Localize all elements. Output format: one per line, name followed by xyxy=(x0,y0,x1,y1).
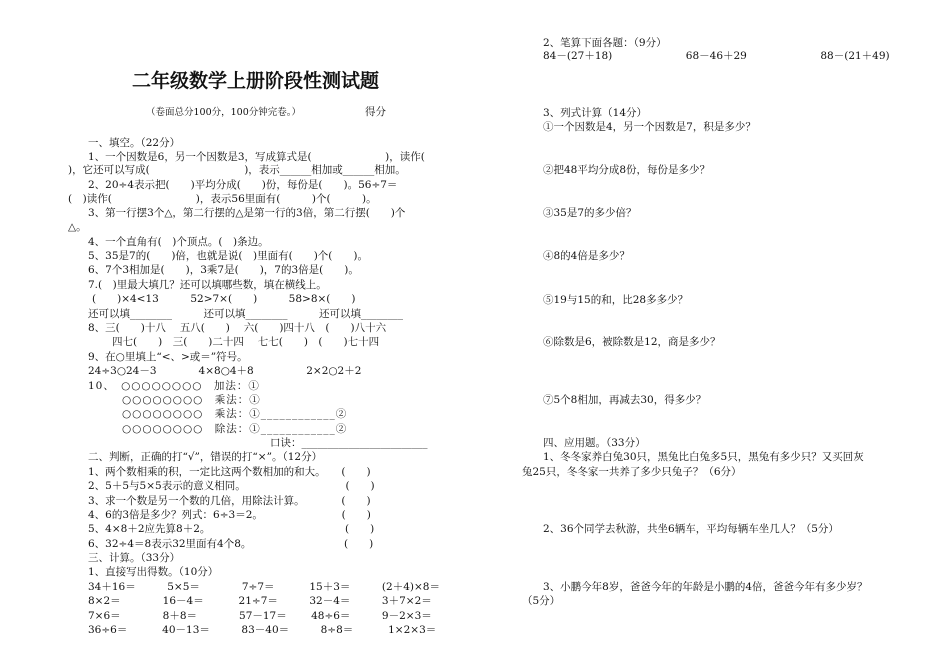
score-label: 得分 xyxy=(365,106,386,118)
q1-line1: 1、一个因数是6，另一个因数是3，写成算式是( )，读作( xyxy=(88,151,425,163)
q2-line2: ( )读作( )，表示56里面有( )个( )。 xyxy=(68,193,377,205)
formula-q6: ⑥除数是6，被除数是12，商是多少？ xyxy=(543,336,721,348)
judge-4: 4、6的3倍是多少？列式：6÷3＝2。 ( ) xyxy=(88,509,371,521)
calc-row2: 8×2＝ 16－4＝ 21÷7＝ 32－4＝ 3＋7×2＝ xyxy=(88,595,432,607)
section-judge-heading: 二、判断，正确的打“√”，错误的打“×”。（12分） xyxy=(88,451,323,463)
q7-more-options: 还可以填________ 还可以填________ 还可以填________ xyxy=(88,308,403,320)
calc-row1: 34＋16＝ 5×5＝ 7÷7＝ 15＋3＝ (2＋4)×8＝ xyxy=(88,581,440,593)
q8-line2: 四七( ) 三( )二十四 七七( ) ( )七十四 xyxy=(112,336,380,348)
q3-line2: △。 xyxy=(68,221,87,233)
calc-row3: 7×6＝ 8＋8＝ 57－17＝ 48÷6＝ 9－2×3＝ xyxy=(88,610,432,622)
judge-1: 1、两个数相乘的积，一定比这两个数相加的和大。 ( ) xyxy=(88,466,371,478)
q7: 7.( )里最大填几？还可以填哪些数，填在横线上。 xyxy=(88,279,327,291)
word-q2: 2、36个同学去秋游，共坐6辆车，平均每辆车坐几人？（5分） xyxy=(543,523,839,535)
word-q3-line1: 3、小鹏今年8岁，爸爸今年的年龄是小鹏的4倍，爸爸今年有多少岁？ xyxy=(543,581,868,593)
q9: 9、在○里填上“<、>或＝”符号。 xyxy=(88,351,248,363)
section-word-problems-heading: 四、应用题。（33分） xyxy=(543,437,646,449)
q5: 5、35是7的( )倍，也就是说( )里面有( )个( )。 xyxy=(88,250,368,262)
q7-inequalities: ( )×4<13 52>7×( ) 58>8×( ) xyxy=(92,293,356,305)
judge-3: 3、求一个数是另一个数的几倍，用除法计算。 ( ) xyxy=(88,495,371,507)
q3-line1: 3、第一行摆3个△，第二行摆的△是第一行的3倍，第二行摆( )个 xyxy=(88,207,406,219)
written-calc-problems: 84－(27＋18) 68－46＋29 88－(21＋49) xyxy=(543,50,890,62)
word-q1-line2: 兔25只，冬冬家一共养了多少只兔子？（6分） xyxy=(522,466,742,478)
word-q1-line1: 1、冬冬家养白兔30只，黑兔比白兔多5只，黑兔有多少只？又买回灰 xyxy=(543,451,864,463)
section-calc-heading: 三、计算。（33分） xyxy=(88,552,181,564)
formula-q3: ③35是7的多少倍？ xyxy=(543,207,637,219)
calc-row4: 36÷6＝ 40－13＝ 83－40＝ 8÷8＝ 1×2×3＝ xyxy=(88,624,437,636)
subtitle: （卷面总分100分，100分钟完卷。） xyxy=(146,107,302,118)
written-calc-heading: 2、笔算下面各题：（9分） xyxy=(543,37,667,49)
q6: 6、7个3相加是( )，3乘7是( )，7的3倍是( )。 xyxy=(88,264,359,276)
q10-row4: ○○○○○○○○ 除法：①____________② xyxy=(122,423,348,435)
formula-q2: ②把48平均分成8份，每份是多少？ xyxy=(543,164,711,176)
q9-comparisons: 24÷3○24－3 4×8○4＋8 2×2○2＋2 xyxy=(88,365,362,377)
q10-row2: ○○○○○○○○ 乘法：① xyxy=(122,394,261,406)
formula-q4: ④8的4倍是多少？ xyxy=(543,250,630,262)
formula-calc-heading: 3、列式计算（14分） xyxy=(543,107,648,119)
page-title: 二年级数学上册阶段性测试题 xyxy=(132,70,380,92)
calc-direct-heading: 1、直接写出得数。（10分） xyxy=(88,566,219,578)
judge-5: 5、4×8＋2应先算8＋2。 ( ) xyxy=(88,523,375,535)
judge-2: 2、5＋5与5×5表示的意义相同。 ( ) xyxy=(88,480,375,492)
formula-q7: ⑦5个8相加，再减去30，得多少？ xyxy=(543,394,707,406)
q1-line2: )，它还可以写成( )，表示______相加或______相加。 xyxy=(68,164,406,176)
q4: 4、一个直角有( )个顶点。( )条边。 xyxy=(88,236,269,248)
formula-q1: ①一个因数是4，另一个因数是7，积是多少？ xyxy=(543,121,756,133)
judge-6: 6、32÷4＝8表示32里面有4个8。 ( ) xyxy=(88,538,374,550)
q8-line1: 8、三( )十八 五八( ) 六( )四十八 ( )八十六 xyxy=(88,322,387,334)
section-fill-blank-heading: 一、填空。（22分） xyxy=(88,137,181,149)
q10-rhyme: 口诀：________________________ xyxy=(270,437,428,449)
word-q3-line2: （5分） xyxy=(522,595,561,607)
q10-row1: 10、 ○○○○○○○○ 加法：① xyxy=(88,380,260,392)
q10-row3: ○○○○○○○○ 乘法：①____________② xyxy=(122,408,348,420)
formula-q5: ⑤19与15的和，比28多多少？ xyxy=(543,294,689,306)
q2-line1: 2、20÷4表示把( )平均分成( )份，每份是( )。56÷7＝ xyxy=(88,179,398,191)
